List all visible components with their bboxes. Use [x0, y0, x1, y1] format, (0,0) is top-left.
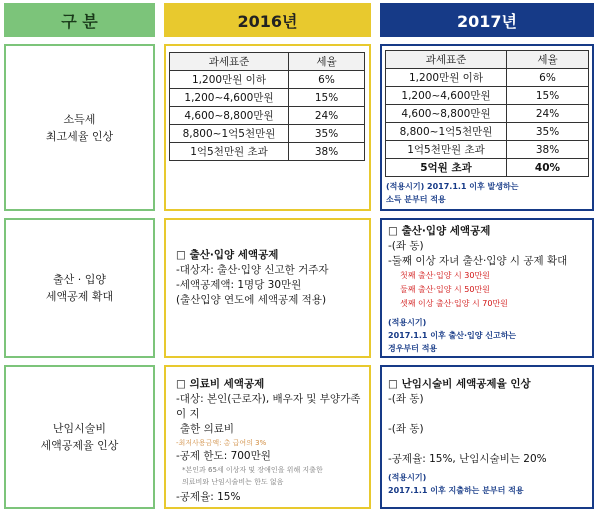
childbirth-credit-2017: [380, 218, 594, 358]
text-line: -대상자: 출산·입양 신고한 거주자: [176, 264, 329, 276]
year-2017-header: 2017년: [380, 3, 594, 37]
red-line: 둘째 출산·입양 시 50만원: [400, 285, 490, 294]
section-title: □ 출산·입양 세액공제: [388, 225, 491, 237]
table-cell: 1,200만원 이하: [386, 69, 507, 87]
limit-note: *본인과 65세 이상자 및 장애인을 위해 지출한: [182, 466, 323, 474]
table-cell: 1,200~4,600만원: [386, 87, 507, 105]
category-childbirth-credit: [4, 218, 155, 358]
effective-date-note: [386, 180, 586, 206]
table-cell: 4,600~8,800만원: [170, 107, 289, 125]
childbirth-credit-2016: [164, 218, 371, 358]
effective-date-note: [388, 471, 586, 497]
income-tax-2016: [164, 44, 371, 211]
table-cell: 1억5천만원 초과: [386, 141, 507, 159]
table-row-new-bracket: [386, 159, 589, 177]
note-line: 경우부터 적용: [388, 344, 438, 353]
category-line: 난임시술비: [52, 422, 107, 435]
category-line: 세액공제율 인상: [40, 439, 119, 452]
table-cell: 6%: [507, 69, 589, 87]
note-line: 2017.1.1 이후 지출하는 분부터 적용: [388, 486, 524, 495]
category-infertility-credit: [4, 365, 155, 509]
table-row: [386, 87, 589, 105]
category-line: 소득세: [63, 112, 96, 126]
table-cell: 38%: [289, 143, 365, 161]
table-cell: 1억5천만원 초과: [170, 143, 289, 161]
text-line: -(좌 동): [388, 423, 424, 435]
limit-note: 의료비와 난임시술비는 한도 없음: [182, 478, 284, 486]
tax-rate-table-2016: [169, 52, 365, 161]
table-cell: 35%: [507, 123, 589, 141]
text-line: -공제율: 15%: [176, 491, 241, 503]
table-row: [386, 141, 589, 159]
table-cell: 5억원 초과: [386, 159, 507, 177]
note-line: (적용시기): [388, 318, 427, 327]
text-line: -대상: 본인(근로자), 배우자 및 부양가족이 지: [176, 393, 361, 420]
note-line: (적용시기): [388, 473, 427, 482]
text-line: 출한 의료비: [180, 423, 235, 435]
table-cell: 40%: [507, 159, 589, 177]
table-row: [170, 107, 365, 125]
table-header: 세율: [289, 53, 365, 71]
note-line: 소득 분부터 적용: [386, 195, 446, 204]
table-row: [386, 105, 589, 123]
text-line: -(좌 동): [388, 393, 424, 405]
table-cell: 8,800~1억5천만원: [170, 125, 289, 143]
text-line: -세액공제액: 1명당 30만원: [176, 279, 302, 291]
category-line: 세액공제 확대: [45, 290, 114, 303]
section-title: □ 출산·입양 세액공제: [176, 249, 279, 261]
table-cell: 4,600~8,800만원: [386, 105, 507, 123]
table-cell: 6%: [289, 71, 365, 89]
table-cell: 15%: [507, 87, 589, 105]
infertility-credit-2017: [380, 365, 594, 509]
tax-rate-table-2017: [385, 50, 589, 177]
table-row: [170, 125, 365, 143]
text-line: (출산입양 연도에 세액공제 적용): [176, 294, 327, 306]
income-tax-2017: [380, 44, 594, 211]
table-row: [170, 89, 365, 107]
spacer: [388, 407, 586, 422]
text-line: -공제 한도: 700만원: [176, 450, 271, 462]
category-line: 출산 · 입양: [53, 273, 106, 286]
section-title: □ 난임시술비 세액공제율 인상: [388, 378, 531, 390]
table-cell: 15%: [289, 89, 365, 107]
table-cell: 35%: [289, 125, 365, 143]
table-cell: 24%: [507, 105, 589, 123]
table-row: [386, 69, 589, 87]
red-line: 셋째 이상 출산·입양 시 70만원: [400, 299, 508, 308]
table-header: 과세표준: [170, 53, 289, 71]
effective-date-note: [388, 316, 586, 355]
red-line: 첫째 출산·입양 시 30만원: [400, 271, 490, 280]
text-line: -둘째 이상 자녀 출산·입양 시 공제 확대: [388, 255, 568, 267]
medical-credit-2016: [164, 365, 371, 509]
min-spend-note: -최저사용금액: 총 급여의 3%: [176, 439, 267, 447]
spacer: [388, 437, 586, 452]
category-header: 구 분: [4, 3, 155, 37]
category-income-tax: [4, 44, 155, 211]
table-header: 세율: [507, 51, 589, 69]
table-cell: 8,800~1억5천만원: [386, 123, 507, 141]
table-row: [170, 143, 365, 161]
table-cell: 1,200~4,600만원: [170, 89, 289, 107]
category-line: 최고세율 인상: [45, 129, 114, 143]
text-line: -(좌 동): [388, 240, 424, 252]
table-cell: 1,200만원 이하: [170, 71, 289, 89]
table-cell: 38%: [507, 141, 589, 159]
table-row: [170, 71, 365, 89]
note-line: 2017.1.1 이후 출산·입양 신고하는: [388, 331, 517, 340]
note-line: (적용시기) 2017.1.1 이후 발생하는: [386, 182, 519, 191]
table-row: [386, 123, 589, 141]
text-line: -공제율: 15%, 난임시술비는 20%: [388, 453, 547, 465]
section-title: □ 의료비 세액공제: [176, 378, 265, 390]
table-header: 과세표준: [386, 51, 507, 69]
year-2016-header: 2016년: [164, 3, 371, 37]
table-cell: 24%: [289, 107, 365, 125]
